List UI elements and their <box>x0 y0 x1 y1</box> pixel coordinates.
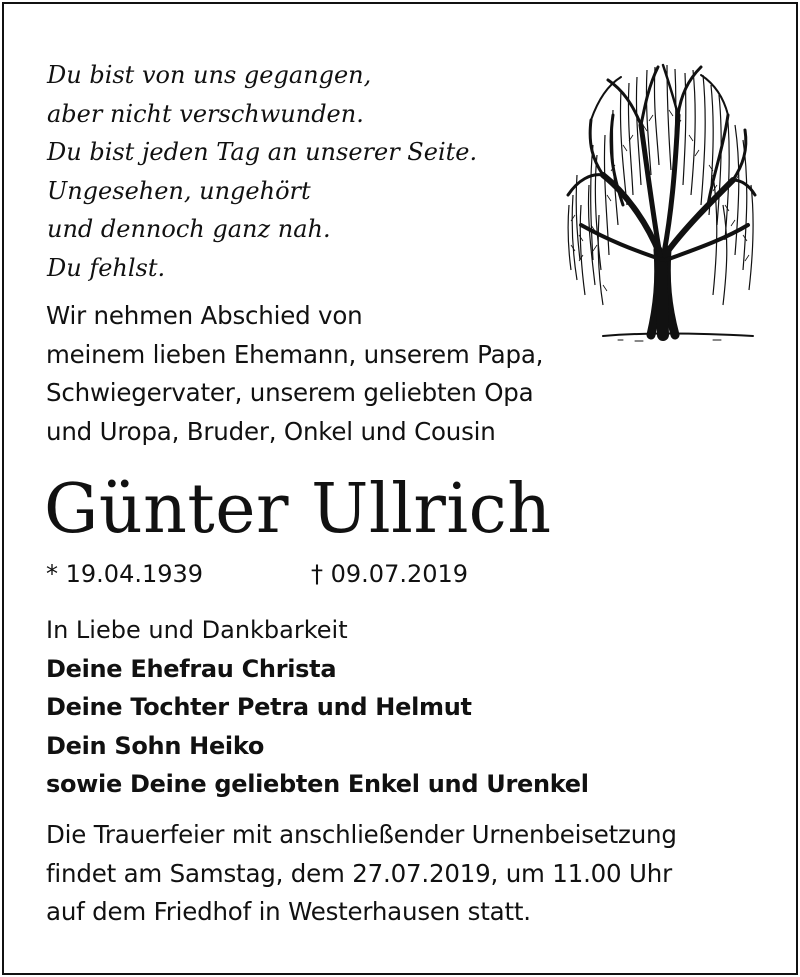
signature-opening: In Liebe und Dankbarkeit <box>46 616 348 644</box>
deceased-name: Günter Ullrich <box>44 470 552 549</box>
poem-line: aber nicht verschwunden. <box>47 99 364 128</box>
service-line: Die Trauerfeier mit anschließender Urnenbeisetzung <box>46 820 677 849</box>
intro-line: Wir nehmen Abschied von <box>46 301 363 330</box>
mourner-line: sowie Deine geliebten Enkel und Urenkel <box>46 770 589 798</box>
service-details <box>46 816 677 932</box>
family-signatures <box>46 611 589 804</box>
farewell-intro <box>46 297 543 451</box>
service-line: findet am Samstag, dem 27.07.2019, um 11.00 Uhr <box>46 858 672 888</box>
poem-line: Du fehlst. <box>47 253 166 282</box>
poem-line: und dennoch ganz nah. <box>47 215 331 243</box>
intro-line: meinem lieben Ehemann, unserem Papa, <box>46 339 544 369</box>
poem <box>47 56 477 287</box>
willow-tree-icon <box>563 55 759 345</box>
poem-line: Du bist von uns gegangen, <box>47 61 372 89</box>
birth-date: * 19.04.1939 <box>46 560 204 588</box>
mourner-line: Dein Sohn Heiko <box>46 731 265 760</box>
intro-line: Schwiegervater, unserem geliebten Opa <box>46 378 534 407</box>
intro-line: und Uropa, Bruder, Onkel und Cousin <box>46 416 496 446</box>
poem-line: Du bist jeden Tag an unserer Seite. <box>47 138 478 166</box>
mourner-line: Deine Tochter Petra und Helmut <box>46 693 472 721</box>
service-line: auf dem Friedhof in Westerhausen statt. <box>46 897 531 926</box>
mourner-line: Deine Ehefrau Christa <box>46 654 337 683</box>
life-dates <box>46 556 566 592</box>
death-date: † 09.07.2019 <box>311 560 469 588</box>
poem-line: Ungesehen, ungehört <box>47 176 311 205</box>
